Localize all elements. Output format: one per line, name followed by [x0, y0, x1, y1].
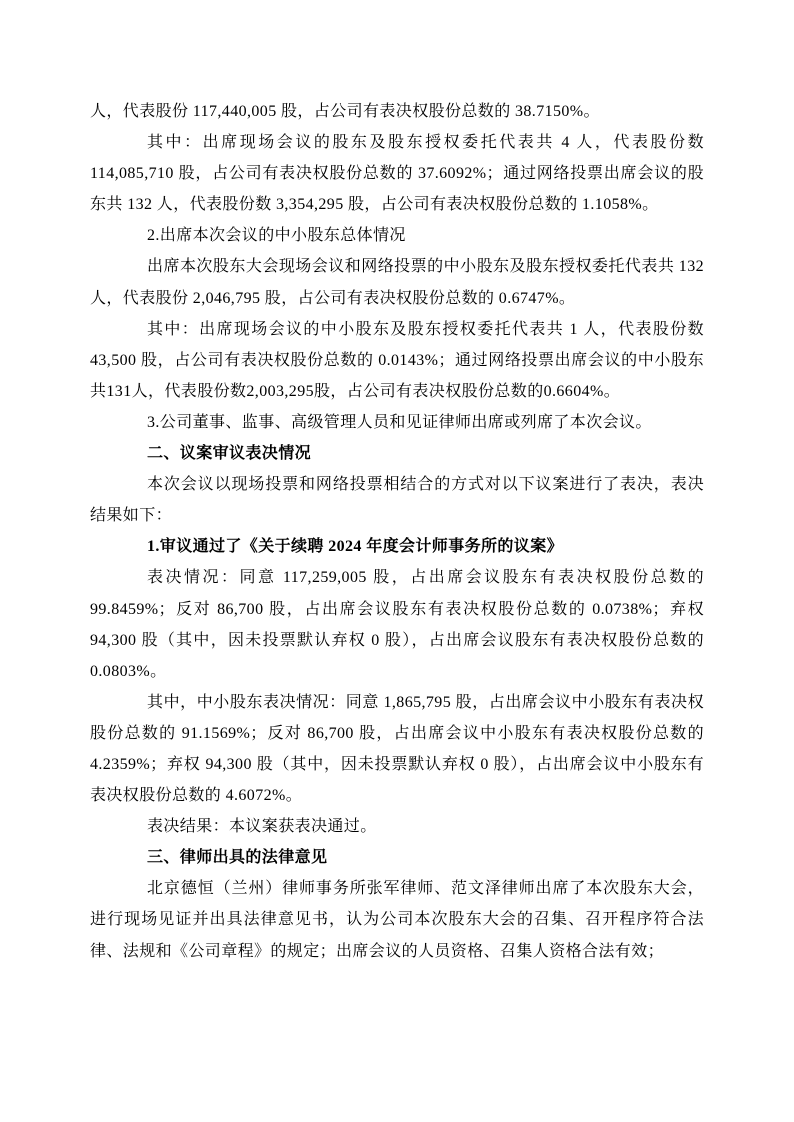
- legal-opinion-paragraph: 北京德恒（兰州）律师事务所张军律师、范文泽律师出席了本次股东大会，进行现场见证并出具法律意见书，认为公司本次股东大会的召集、召开程序符合法律、法规和《公司章程》的规定；出席会议的人员资格、召集人资格合法有效；: [90, 880, 704, 960]
- body-paragraph: 其中：出席现场会议的中小股东及股东授权委托代表共 1 人，代表股份数 43,500 股，占公司有表决权股份总数的 0.0143%；通过网络投票出席会议的中小股东共131人，代表股份数2,003,295股，占公司有表决权股份总数的0.6604%。: [90, 320, 704, 400]
- minority-voting-paragraph: 其中，中小股东表决情况：同意 1,865,795 股，占出席会议中小股东有表决权股份总数的 91.1569%；反对 86,700 股，占出席会议中小股东有表决权股份总数的 4.2359%；弃权 94,300 股（其中，因未投票默认弃权 0 股），占出席会议中小股东有表决权股份总数的 4.6072%。: [90, 693, 704, 805]
- section-heading-3: 三、律师出具的法律意见: [147, 849, 328, 867]
- voting-conclusion-paragraph: 表决结果：本议案获表决通过。: [147, 818, 377, 836]
- body-paragraph: 其中：出席现场会议的股东及股东授权委托代表共 4 人，代表股份数 114,085,710 股，占公司有表决权股份总数的 37.6092%；通过网络投票出席会议的股东共 132 人，代表股份数 3,354,295 股，占公司有表决权股份总数的 1.1058%。: [90, 134, 704, 214]
- body-paragraph: 出席本次股东大会现场会议和网络投票的中小股东及股东授权委托代表共 132 人，代表股份 2,046,795 股，占公司有表决权股份总数的 0.6747%。: [90, 258, 704, 307]
- section-heading-2: 二、议案审议表决情况: [147, 445, 312, 463]
- proposal-1-heading: 1.审议通过了《关于续聘 2024 年度会计师事务所的议案》: [147, 538, 564, 556]
- list-item-3-paragraph: 3.公司董事、监事、高级管理人员和见证律师出席或列席了本次会议。: [147, 413, 652, 431]
- body-paragraph-continuation: 人，代表股份 117,440,005 股，占公司有表决权股份总数的 38.7150%。: [90, 103, 600, 120]
- voting-result-paragraph: 表决情况：同意 117,259,005 股，占出席会议股东有表决权股份总数的 99.8459%；反对 86,700 股，占出席会议股东有表决权股份总数的 0.0738%；弃权 94,300 股（其中，因未投票默认弃权 0 股），占出席会议股东有表决权股份总数的 0.0803%。: [90, 569, 704, 680]
- list-item-2-heading: 2.出席本次会议的中小股东总体情况: [147, 227, 406, 245]
- body-paragraph: 本次会议以现场投票和网络投票相结合的方式对以下议案进行了表决，表决结果如下：: [90, 476, 704, 525]
